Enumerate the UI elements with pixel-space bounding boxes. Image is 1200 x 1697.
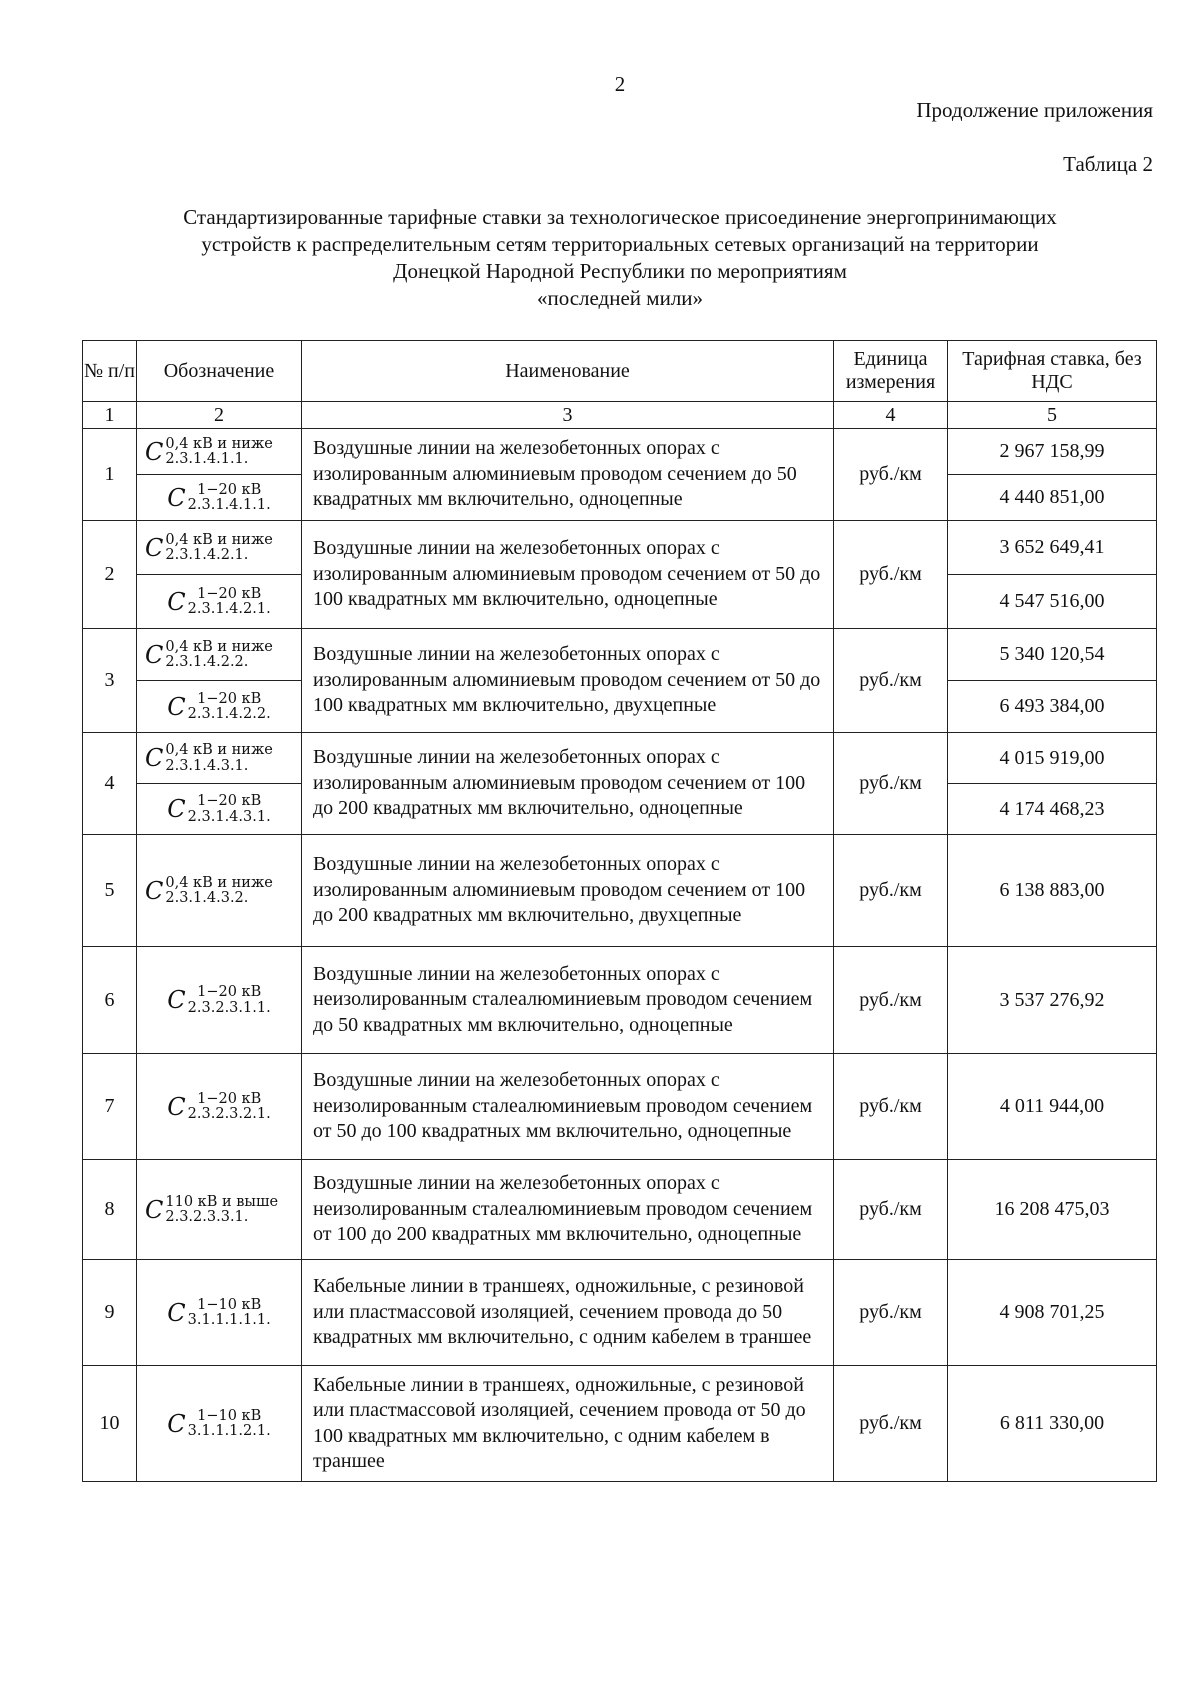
designation-voltage: 1−20 кВ xyxy=(197,984,262,1000)
title-line: Донецкой Народной Республики по мероприятиям xyxy=(393,259,847,283)
column-number: 3 xyxy=(302,402,834,429)
designation-code: 2.3.1.4.2.2. xyxy=(187,706,271,722)
designation-symbol: C xyxy=(167,1298,186,1327)
designation-symbol: C xyxy=(167,483,186,512)
designation-code: 2.3.2.3.1.1. xyxy=(187,999,271,1016)
appendix-continuation-note: Продолжение приложения xyxy=(916,98,1153,122)
designation-symbol: C xyxy=(167,1409,186,1438)
column-number: 2 xyxy=(137,402,302,429)
header-designation: Обозначение xyxy=(137,341,302,402)
designation-code: 2.3.1.4.3.1. xyxy=(187,808,271,825)
designation-voltage: 0,4 кВ и ниже xyxy=(165,874,273,891)
page-number: 2 xyxy=(614,72,626,96)
row-unit: руб./км xyxy=(834,629,948,733)
header-name: Наименование xyxy=(302,341,834,402)
designation-code: 2.3.1.4.3.2. xyxy=(165,890,249,906)
designation-symbol: C xyxy=(167,986,186,1014)
table-row xyxy=(83,629,1157,681)
designation-indices xyxy=(165,876,273,906)
row-designation xyxy=(137,575,302,629)
designation-formula xyxy=(167,985,270,1015)
designation-voltage: 0,4 кВ и ниже xyxy=(165,435,273,452)
row-unit: руб./км xyxy=(834,947,948,1054)
row-name: Воздушные линии на железобетонных опорах с изолированным алюминиевым проводом сечением от 100 до 200 квадратных мм включительно, двухцепные xyxy=(302,835,834,947)
column-number: 5 xyxy=(948,402,1157,429)
designation-voltage: 110 кВ и выше xyxy=(165,1193,279,1210)
designation-formula xyxy=(137,640,273,670)
table-row xyxy=(83,835,1157,947)
row-number: 10 xyxy=(83,1366,137,1482)
header-rate: Тарифная ставка, без НДС xyxy=(948,341,1157,402)
designation-voltage: 1−20 кВ xyxy=(197,585,262,602)
designation-symbol: C xyxy=(167,692,186,721)
row-rate: 4 440 851,00 xyxy=(948,475,1157,521)
designation-symbol: C xyxy=(145,1195,164,1224)
designation-formula xyxy=(167,1298,270,1328)
table-row xyxy=(83,521,1157,575)
row-rate: 3 652 649,41 xyxy=(948,521,1157,575)
designation-symbol: C xyxy=(145,437,164,466)
designation-code: 3.1.1.1.1.1. xyxy=(187,1312,271,1328)
header-num: № п/п xyxy=(83,341,137,402)
designation-code: 2.3.1.4.1.1. xyxy=(187,497,271,513)
designation-code: 2.3.1.4.2.1. xyxy=(187,601,271,617)
row-designation xyxy=(137,429,302,475)
row-unit: руб./км xyxy=(834,733,948,835)
row-name: Воздушные линии на железобетонных опорах с неизолированным сталеалюминиевым проводом сечением от 50 до 100 квадратных мм включительно, одноцепные xyxy=(302,1054,834,1160)
designation-code: 2.3.1.4.1.1. xyxy=(165,451,249,467)
designation-indices xyxy=(165,640,273,670)
designation-voltage: 0,4 кВ и ниже xyxy=(165,638,273,655)
row-name: Воздушные линии на железобетонных опорах с изолированным алюминиевым проводом сечением от 50 до 100 квадратных мм включительно, одноцепные xyxy=(302,521,834,629)
designation-formula xyxy=(167,483,270,513)
row-number: 9 xyxy=(83,1260,137,1366)
designation-code: 2.3.2.3.2.1. xyxy=(187,1106,271,1122)
table-label: Таблица 2 xyxy=(1063,152,1153,176)
designation-indices xyxy=(188,587,271,617)
row-designation xyxy=(137,521,302,575)
row-rate: 5 340 120,54 xyxy=(948,629,1157,681)
designation-formula xyxy=(167,1092,270,1122)
designation-formula xyxy=(167,1409,270,1439)
designation-indices xyxy=(188,483,271,513)
row-unit: руб./км xyxy=(834,429,948,521)
row-designation xyxy=(137,1054,302,1160)
row-name: Кабельные линии в траншеях, одножильные, с резиновой или пластмассовой изоляцией, сечением провода от 50 до 100 квадратных мм включительно, с одним кабелем в траншее xyxy=(302,1366,834,1482)
table-body xyxy=(83,429,1157,1482)
designation-symbol: C xyxy=(145,533,164,562)
row-designation xyxy=(137,784,302,835)
designation-voltage: 0,4 кВ и ниже xyxy=(165,531,273,548)
row-designation xyxy=(137,1160,302,1260)
row-rate: 4 908 701,25 xyxy=(948,1260,1157,1366)
table-row xyxy=(83,947,1157,1054)
row-rate: 4 011 944,00 xyxy=(948,1054,1157,1160)
table-row xyxy=(83,1160,1157,1260)
row-unit: руб./км xyxy=(834,521,948,629)
row-rate: 6 138 883,00 xyxy=(948,835,1157,947)
table-row xyxy=(83,733,1157,784)
designation-formula xyxy=(167,587,270,617)
row-number: 5 xyxy=(83,835,137,947)
row-unit: руб./км xyxy=(834,1260,948,1366)
row-designation xyxy=(137,947,302,1054)
designation-indices xyxy=(188,692,271,722)
designation-formula xyxy=(137,876,273,906)
designation-formula xyxy=(137,437,273,467)
row-unit: руб./км xyxy=(834,1054,948,1160)
row-designation xyxy=(137,681,302,733)
row-designation xyxy=(137,475,302,521)
designation-symbol: C xyxy=(145,744,164,772)
designation-symbol: C xyxy=(167,1092,186,1121)
title-line: устройств к распределительным сетям территориальных сетевых организаций на территории xyxy=(201,232,1039,256)
table-row xyxy=(83,1366,1157,1482)
designation-symbol: C xyxy=(145,876,164,905)
designation-code: 2.3.1.4.3.1. xyxy=(165,757,249,774)
row-number: 4 xyxy=(83,733,137,835)
designation-voltage: 1−20 кВ xyxy=(197,481,262,498)
designation-symbol: C xyxy=(167,795,186,823)
designation-voltage: 0,4 кВ и ниже xyxy=(165,742,273,758)
tariff-table xyxy=(82,340,1157,1482)
row-number: 1 xyxy=(83,429,137,521)
row-name: Воздушные линии на железобетонных опорах с изолированным алюминиевым проводом сечением от 100 до 200 квадратных мм включительно, одноцепные xyxy=(302,733,834,835)
row-number: 2 xyxy=(83,521,137,629)
column-number-row xyxy=(83,402,1157,429)
row-unit: руб./км xyxy=(834,1160,948,1260)
designation-indices xyxy=(188,794,271,824)
designation-voltage: 1−20 кВ xyxy=(197,690,262,707)
row-number: 7 xyxy=(83,1054,137,1160)
designation-voltage: 1−20 кВ xyxy=(197,1090,262,1107)
row-unit: руб./км xyxy=(834,1366,948,1482)
row-name: Воздушные линии на железобетонных опорах с изолированным алюминиевым проводом сечением от 50 до 100 квадратных мм включительно, двухцепные xyxy=(302,629,834,733)
table-row xyxy=(83,1054,1157,1160)
designation-indices xyxy=(188,985,271,1015)
designation-voltage: 1−10 кВ xyxy=(197,1296,262,1313)
column-number: 4 xyxy=(834,402,948,429)
row-rate: 16 208 475,03 xyxy=(948,1160,1157,1260)
row-rate: 3 537 276,92 xyxy=(948,947,1157,1054)
row-number: 3 xyxy=(83,629,137,733)
designation-code: 3.1.1.1.2.1. xyxy=(187,1423,271,1439)
designation-formula xyxy=(167,794,270,824)
designation-indices xyxy=(165,1195,278,1225)
row-unit: руб./км xyxy=(834,835,948,947)
row-designation xyxy=(137,733,302,784)
designation-voltage: 1−20 кВ xyxy=(197,793,262,809)
row-designation xyxy=(137,835,302,947)
designation-indices xyxy=(165,437,273,467)
row-designation xyxy=(137,1366,302,1482)
row-rate: 6 493 384,00 xyxy=(948,681,1157,733)
row-rate: 4 015 919,00 xyxy=(948,733,1157,784)
designation-formula xyxy=(167,692,270,722)
row-rate: 4 174 468,23 xyxy=(948,784,1157,835)
table-header-row xyxy=(83,341,1157,402)
column-number: 1 xyxy=(83,402,137,429)
title-line: Стандартизированные тарифные ставки за технологическое присоединение энергопринимающих xyxy=(183,205,1057,229)
designation-formula xyxy=(137,743,273,773)
row-rate: 4 547 516,00 xyxy=(948,575,1157,629)
designation-code: 2.3.1.4.2.1. xyxy=(165,547,249,563)
designation-indices xyxy=(188,1298,271,1328)
designation-code: 2.3.1.4.2.2. xyxy=(165,654,249,670)
title-line: «последней мили» xyxy=(536,286,704,310)
row-name: Кабельные линии в траншеях, одножильные, с резиновой или пластмассовой изоляцией, сечением провода до 50 квадратных мм включительно, с одним кабелем в траншее xyxy=(302,1260,834,1366)
designation-formula xyxy=(137,1195,278,1225)
designation-voltage: 1−10 кВ xyxy=(197,1407,262,1424)
table-row xyxy=(83,1260,1157,1366)
row-name: Воздушные линии на железобетонных опорах с неизолированным сталеалюминиевым проводом сечением от 100 до 200 квадратных мм включительно, одноцепные xyxy=(302,1160,834,1260)
row-rate: 2 967 158,99 xyxy=(948,429,1157,475)
row-name: Воздушные линии на железобетонных опорах с изолированным алюминиевым проводом сечением до 50 квадратных мм включительно, одноцепные xyxy=(302,429,834,521)
row-name: Воздушные линии на железобетонных опорах с неизолированным сталеалюминиевым проводом сечением до 50 квадратных мм включительно, одноцепные xyxy=(302,947,834,1054)
row-designation xyxy=(137,1260,302,1366)
designation-indices xyxy=(188,1092,271,1122)
header-unit: Единица измерения xyxy=(834,341,948,402)
table-row xyxy=(83,429,1157,475)
designation-formula xyxy=(137,533,273,563)
designation-symbol: C xyxy=(167,587,186,616)
designation-indices xyxy=(165,533,273,563)
row-designation xyxy=(137,629,302,681)
row-rate: 6 811 330,00 xyxy=(948,1366,1157,1482)
designation-code: 2.3.2.3.3.1. xyxy=(165,1209,249,1225)
row-number: 6 xyxy=(83,947,137,1054)
designation-indices xyxy=(188,1409,271,1439)
designation-indices xyxy=(165,743,273,773)
document-title xyxy=(100,204,1140,312)
designation-symbol: C xyxy=(145,640,164,669)
row-number: 8 xyxy=(83,1160,137,1260)
